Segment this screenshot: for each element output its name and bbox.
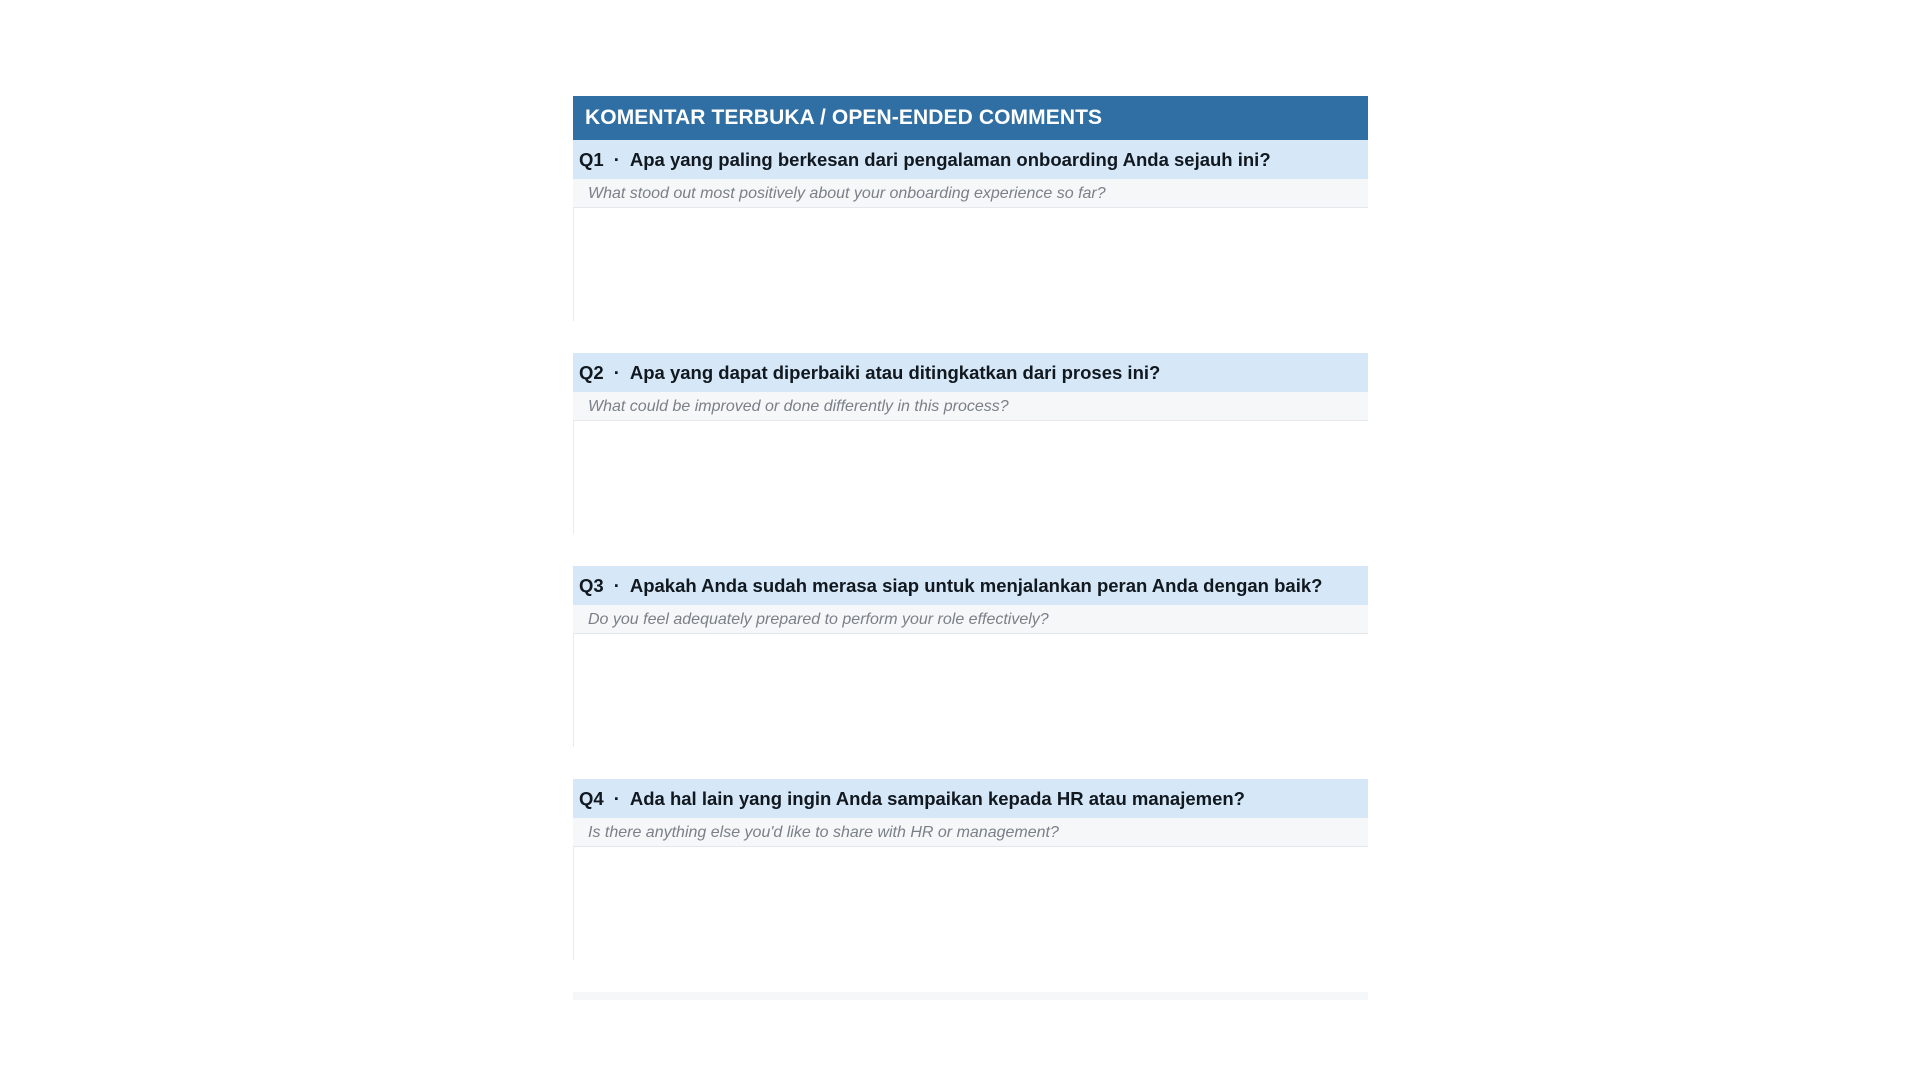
question-translation: What could be improved or done differently in this process? bbox=[573, 392, 1368, 421]
answer-area-q3[interactable] bbox=[573, 634, 1368, 747]
question-row-q4 bbox=[573, 779, 1368, 818]
question-block-q1 bbox=[573, 140, 1368, 321]
comments-sheet bbox=[573, 96, 1368, 1000]
question-row-q2 bbox=[573, 353, 1368, 392]
answer-area-q4[interactable] bbox=[573, 847, 1368, 960]
question-text: Apakah Anda sudah merasa siap untuk menjalankan peran Anda dengan baik? bbox=[629, 575, 1323, 596]
question-text: Apa yang paling berkesan dari pengalaman onboarding Anda sejauh ini? bbox=[629, 149, 1271, 170]
question-number: Q4 bbox=[579, 788, 604, 809]
question-translation: What stood out most positively about your onboarding experience so far? bbox=[573, 179, 1368, 208]
question-text: Apa yang dapat diperbaiki atau ditingkatkan dari proses ini? bbox=[629, 362, 1161, 383]
question-block-q2 bbox=[573, 353, 1368, 534]
question-number: Q1 bbox=[579, 149, 604, 170]
answer-area-q1[interactable] bbox=[573, 208, 1368, 321]
question-number: Q2 bbox=[579, 362, 604, 383]
question-number: Q3 bbox=[579, 575, 604, 596]
question-row-q1 bbox=[573, 140, 1368, 179]
separator-dot: · bbox=[613, 362, 620, 383]
separator-dot: · bbox=[613, 149, 620, 170]
question-translation: Do you feel adequately prepared to perform your role effectively? bbox=[573, 605, 1368, 634]
question-row-q3 bbox=[573, 566, 1368, 605]
separator-dot: · bbox=[613, 788, 620, 809]
question-text: Ada hal lain yang ingin Anda sampaikan kepada HR atau manajemen? bbox=[629, 788, 1245, 809]
footer-strip bbox=[573, 992, 1368, 1000]
question-block-q4 bbox=[573, 779, 1368, 960]
question-block-q3 bbox=[573, 566, 1368, 747]
answer-area-q2[interactable] bbox=[573, 421, 1368, 534]
separator-dot: · bbox=[613, 575, 620, 596]
section-header: KOMENTAR TERBUKA / OPEN-ENDED COMMENTS bbox=[573, 96, 1368, 140]
question-translation: Is there anything else you'd like to share with HR or management? bbox=[573, 818, 1368, 847]
